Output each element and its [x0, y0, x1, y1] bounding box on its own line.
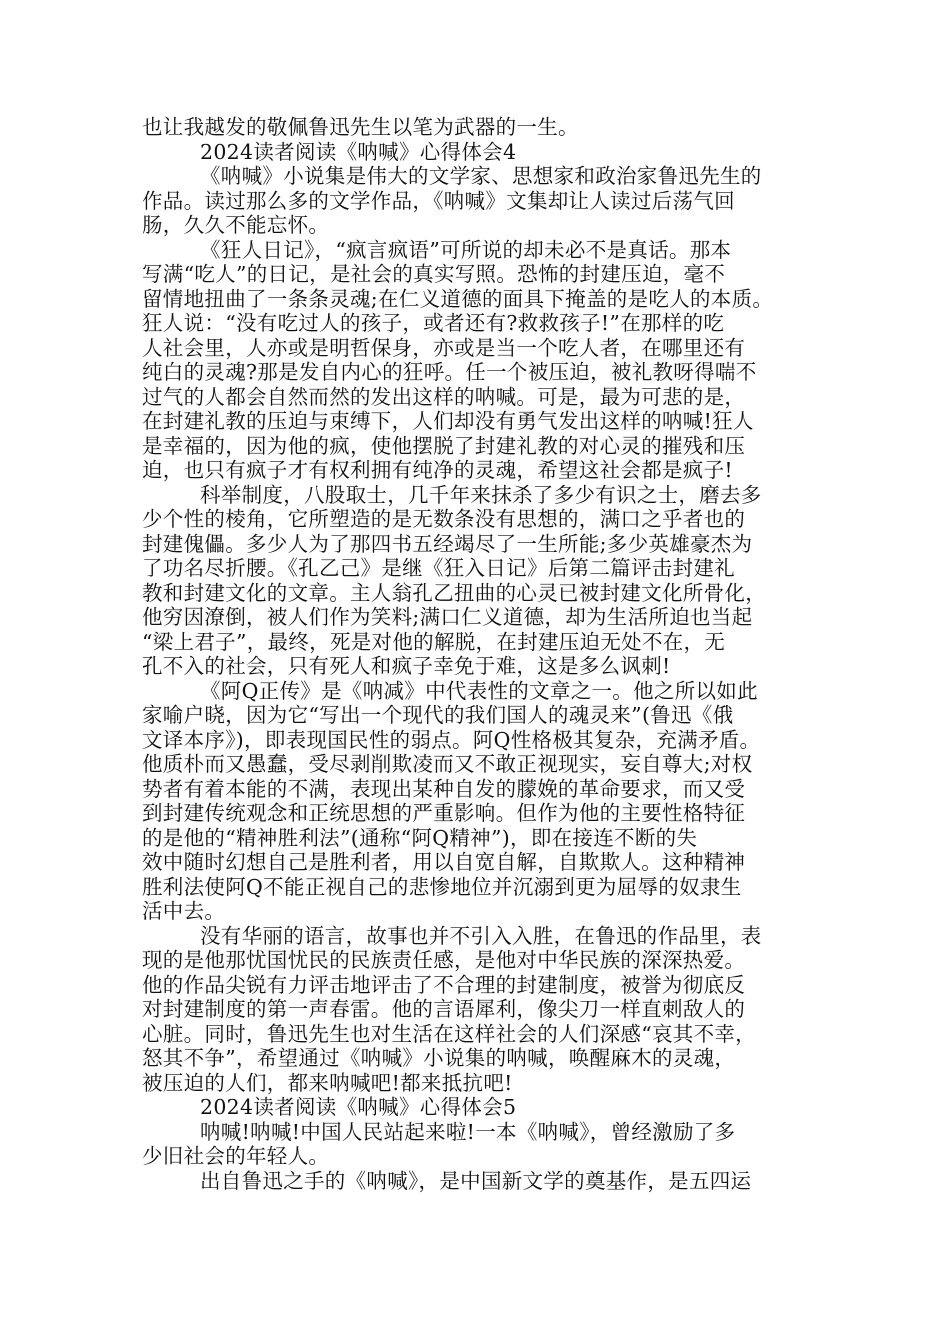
text-line: 活中去。 — [142, 899, 226, 923]
text-line: 势者有着本能的不满，表现出某种自发的朦娩的革命要求，而又受 — [142, 776, 746, 801]
text-line: 他的作品尖锐有力评击地评击了不合理的封建制度，被誉为彻底反 — [142, 972, 746, 997]
text-line: 怒其不争”，希望通过《呐喊》小说集的呐喊，唤醒麻木的灵魂， — [142, 1046, 736, 1070]
text-line: 迫，也只有疯子才有权利拥有纯净的灵魂，希望这社会都是疯子! — [142, 458, 733, 482]
text-line: 也让我越发的敬佩鲁迅先生以笔为武器的一生。 — [142, 115, 579, 139]
text-line: 科举制度，八股取士，几千年来抹杀了多少有识之士，磨去多 — [200, 482, 762, 507]
text-line: 到封建传统观念和正统思想的严重影响。但作为他的主要性格特征 — [142, 801, 746, 825]
text-line: 现的是他那忧国忧民的民族责任感，是他对中华民族的深深热爱。 — [142, 948, 746, 972]
text-line: 了功名尽折腰。《孔乙己》是继《狂入日记》后第二篇评击封建礼 — [142, 556, 735, 580]
section-heading: 2024读者阅读《呐喊》心得体会5 — [200, 1095, 517, 1119]
text-line: 被压迫的人们，都来呐喊吧!都来抵抗吧! — [142, 1070, 513, 1095]
text-line: 胜利法使阿Q不能正视自己的悲惨地位并沉溺到更为屈辱的奴隶生 — [142, 874, 742, 899]
section-heading: 2024读者阅读《呐喊》心得体会4 — [200, 139, 517, 164]
text-line: 《狂人日记》，“疯言疯语”可所说的却未必不是真话。那本 — [200, 237, 732, 262]
text-line: 是幸福的，因为他的疯，使他摆脱了封建礼教的对心灵的摧残和压 — [142, 433, 746, 458]
text-line: 作品。读过那么多的文学作品，《呐喊》文集却让人读过后荡气回 — [142, 188, 735, 213]
text-line: 教和封建文化的文章。主人翁孔乙扭曲的心灵已被封建文化所骨化， — [142, 580, 766, 605]
text-line: 封建傀儡。多少人为了那四书五经竭尽了一生所能;多少英雄豪杰为 — [142, 531, 753, 556]
text-line: 没有华丽的语言，故事也并不引入入胜，在鲁迅的作品里，表 — [200, 923, 762, 948]
text-line: 孔不入的社会，只有死人和疯子幸免于难，这是多么讽刺! — [142, 654, 671, 678]
text-line: 《呐喊》小说集是伟大的文学家、思想家和政治家鲁迅先生的 — [200, 164, 762, 188]
text-line: 的是他的“精神胜利法”(通称“阿Q精神”)，即在接连不断的失 — [142, 825, 698, 850]
text-line: 对封建制度的第一声春雷。他的言语犀利，像尖刀一样直刺敌人的 — [142, 997, 746, 1021]
text-line: 过气的人都会自然而然的发出这样的呐喊。可是，最为可悲的是， — [142, 384, 746, 409]
text-line: 在封建礼教的压迫与束缚下，人们却没有勇气发出这样的呐喊!狂人 — [142, 409, 754, 433]
text-line: 人社会里，人亦或是明哲保身，亦或是当一个吃人者，在哪里还有 — [142, 335, 746, 360]
text-line: 文译本序》)，即表现国民性的弱点。阿Q性格极其复杂，充满矛盾。 — [142, 727, 761, 752]
text-line: “梁上君子”，最终，死是对他的解脱，在封建压迫无处不在，无 — [142, 629, 726, 654]
text-line: 少个性的棱角，它所塑造的是无数条没有思想的，满口之乎者也的 — [142, 507, 746, 531]
text-line: 留情地扭曲了一条条灵魂;在仁义道德的面具下掩盖的是吃人的本质。 — [142, 286, 774, 311]
text-line: 效中随时幻想自己是胜利者，用以自宽自解，自欺欺人。这种精神 — [142, 850, 746, 874]
text-line: 他质朴而又愚蠢，受尽剥削欺凌而又不敢正视现实，妄自尊大;对权 — [142, 752, 753, 776]
text-line: 家喻户晓，因为它“写出一个现代的我们国人的魂灵来”(鲁迅《俄 — [142, 703, 734, 727]
text-line: 《阿Q正传》是《呐减》中代表性的文章之一。他之所以如此 — [200, 678, 758, 703]
text-line: 呐喊!呐喊!中国人民站起来啦!一本《呐喊》，曾经激励了多 — [200, 1119, 736, 1144]
text-line: 狂人说：“没有吃过人的孩子，或者还有?救救孩子!”在那样的吃 — [142, 311, 725, 335]
document-body — [142, 115, 824, 1193]
text-line: 写满“吃人”的日记，是社会的真实写照。恐怖的封建压迫，毫不 — [142, 262, 726, 286]
text-line: 出自鲁迅之手的《呐喊》，是中国新文学的奠基作，是五四运 — [200, 1168, 752, 1193]
text-line: 少旧社会的年轻人。 — [142, 1144, 330, 1168]
text-line: 纯白的灵魂?那是发自内心的狂呼。任一个被压迫，被礼教呀得喘不 — [142, 360, 757, 384]
text-line: 他穷因潦倒，被人们作为笑料;满口仁义道德，却为生活所迫也当起 — [142, 605, 753, 629]
text-line: 肠，久久不能忘怀。 — [142, 213, 330, 237]
text-line: 心脏。同时，鲁迅先生也对生活在这样社会的人们深感“哀其不幸， — [142, 1021, 756, 1046]
